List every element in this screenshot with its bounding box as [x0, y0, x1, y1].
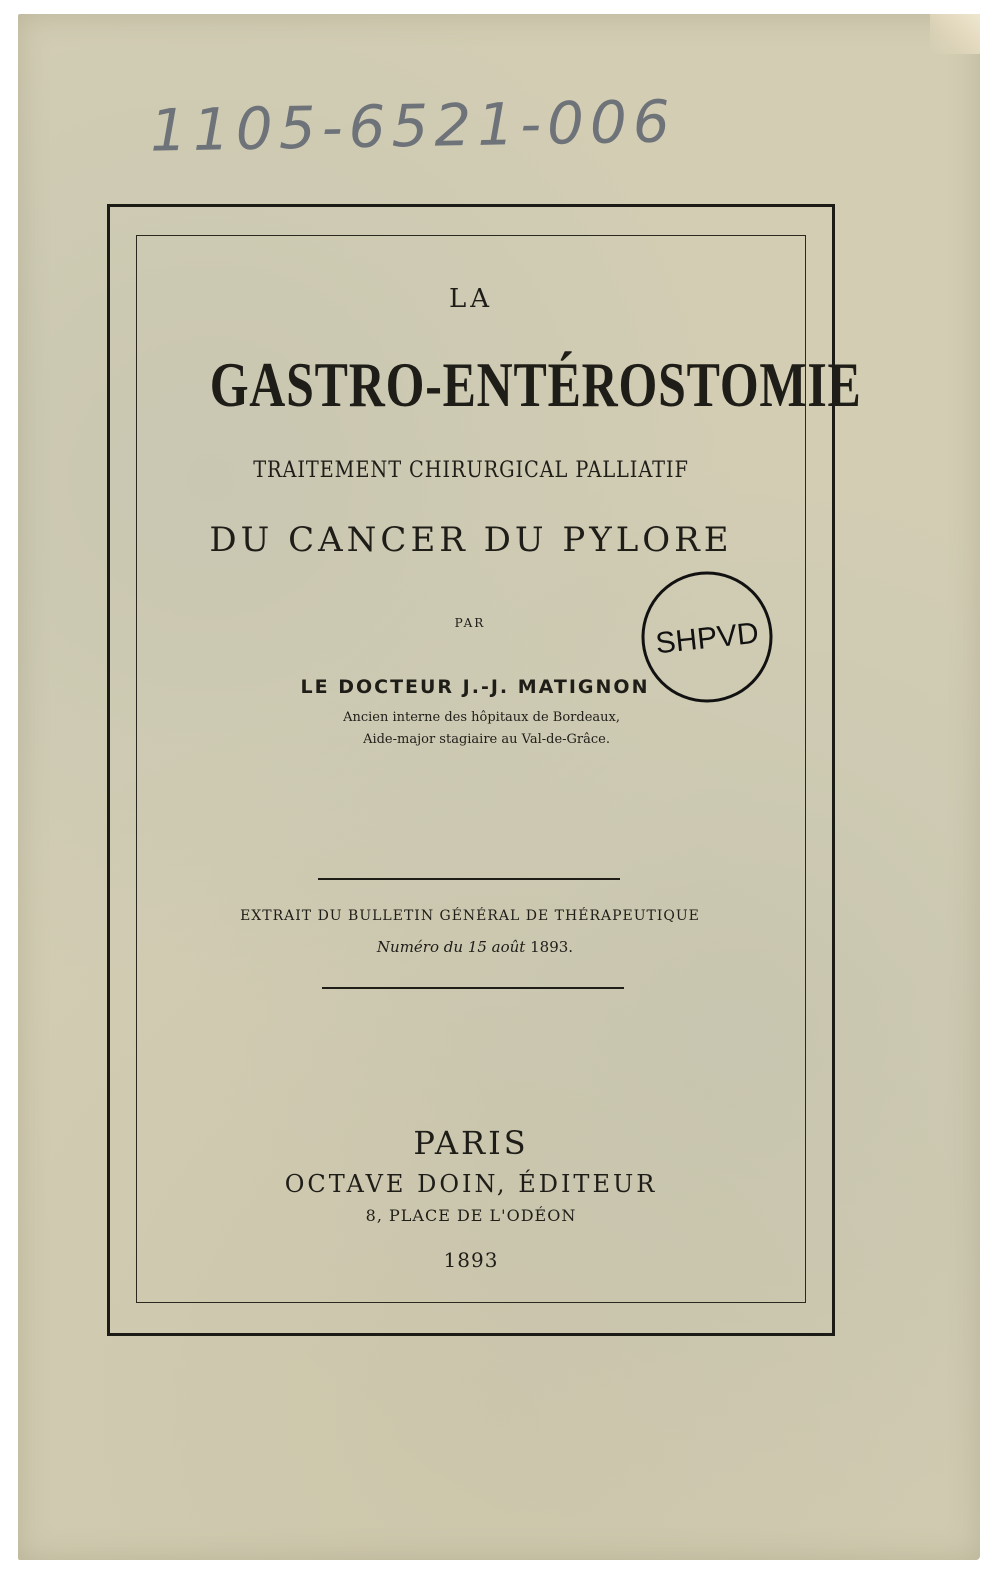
- subtitle: TRAITEMENT CHIRURGICAL PALLIATIF: [253, 458, 689, 483]
- imprint-city: PARIS: [413, 1124, 529, 1162]
- divider-top: [318, 878, 620, 880]
- issue-prefix: Numéro du: [376, 938, 464, 956]
- author-credential-1: Ancien interne des hôpitaux de Bordeaux,: [343, 710, 620, 725]
- stamp-text: SHPVD: [654, 616, 761, 661]
- title-article: LA: [448, 284, 494, 314]
- issue-year: 1893.: [530, 938, 574, 956]
- imprint-address: 8, PLACE DE L'ODÉON: [365, 1206, 577, 1225]
- author-name: LE DOCTEUR J.-J. MATIGNON: [300, 676, 650, 698]
- author-credential-2: Aide-major stagiaire au Val-de-Grâce.: [363, 732, 610, 747]
- main-title: GASTRO-ENTÉROSTOMIE: [209, 349, 862, 420]
- handwritten-shelfmark: 1105-6521-006: [149, 87, 677, 165]
- imprint-publisher: OCTAVE DOIN, ÉDITEUR: [284, 1170, 658, 1198]
- worn-corner: [930, 14, 980, 54]
- extract-source: EXTRAIT DU BULLETIN GÉNÉRAL DE THÉRAPEUTIQUE: [240, 908, 700, 924]
- issue-line: [320, 938, 630, 956]
- by-label: PAR: [454, 616, 486, 630]
- divider-bottom: [322, 987, 624, 989]
- library-stamp: [638, 568, 776, 706]
- issue-date: 15 août: [467, 938, 526, 956]
- subtitle-second-line: DU CANCER DU PYLORE: [209, 520, 733, 560]
- imprint-year: 1893: [443, 1248, 499, 1272]
